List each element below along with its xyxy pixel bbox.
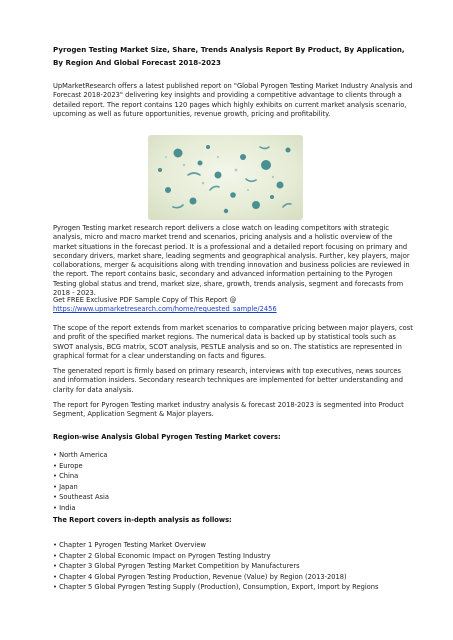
list-item: • Chapter 3 Global Pyrogen Testing Market Competition by Manufacturers [53,561,413,572]
regions-list [53,450,413,514]
scope-paragraph: The scope of the report extends from market scenarios to comparative pricing between major players, cost and profit of the specified market regions. The numerical data is backed up by statistical tools such as SWOT analysis, BCG matrix, SCOT analysis, PESTLE analysis and so on. The statistics are represented in graphical format for a clear understanding on facts and figures. [53,324,413,360]
sample-link[interactable]: https://www.upmarketresearch.com/home/requested_sample/2456 [53,305,277,314]
generated-paragraph: The generated report is firmly based on primary research, interviews with top executives, news sources and information insiders. Secondary research techniques are implemented for better understanding and clarity for data analysis. [53,367,404,394]
list-item: • North America [53,450,413,461]
list-item: • Chapter 5 Global Pyrogen Testing Supply (Production), Consumption, Export, Import by Regions [53,582,413,593]
research-paragraph: Pyrogen Testing market research report delivers a close watch on leading competitors with strategic analysis, micro and macro market trend and scenarios, pricing analysis and a holistic overview of the market situations in the forecast period. It is a professional and a detailed report focusing on primary and secondary drivers, market share, leading segments and geographical analysis. Further, key players, major collaborations, merger & acquisitions along with trending innovation and business policies are reviewed in the report. The report contains basic, secondary and advanced information pertaining to the Pyrogen Testing global status and trend, market size, share, growth, trends analysis, segment and forecasts from 2018 - 2023. [53,224,410,298]
segmented-paragraph: The report for Pyrogen Testing market industry analysis & forecast 2018-2023 is segmented into Product Segment, Application Segment & Major players. [53,401,404,419]
chapters-heading: The Report covers in-depth analysis as follows: [53,516,232,524]
list-item: • Chapter 1 Pyrogen Testing Market Overview [53,540,413,551]
sample-label: Get FREE Exclusive PDF Sample Copy of This Report @ [53,296,237,304]
document-title: Pyrogen Testing Market Size, Share, Trends Analysis Report By Product, By Application, By Region And Global Forecast 2018-2023 [53,45,405,67]
list-item: • Europe [53,461,413,472]
regions-heading: Region-wise Analysis Global Pyrogen Testing Market covers: [53,433,281,441]
intro-paragraph: UpMarketResearch offers a latest published report on "Global Pyrogen Testing Market Industry Analysis and Forecast 2018-2023" delivering key insights and providing a competitive advantage to clients through a detailed report. The report contains 120 pages which highly exhibits on current market analysis scenario, upcoming as well as future opportunities, revenue growth, pricing and profitability. [53,82,413,118]
list-item: • Southeast Asia [53,492,413,503]
list-item: • Japan [53,482,413,493]
list-item: • Chapter 4 Global Pyrogen Testing Production, Revenue (Value) by Region (2013-2018) [53,572,413,583]
chapters-list [53,540,413,593]
list-item: • China [53,471,413,482]
list-item: • Chapter 2 Global Economic Impact on Pyrogen Testing Industry [53,551,413,562]
list-item: • India [53,503,413,514]
sample-paragraph [53,296,413,315]
bacteria-micrograph-image [148,135,303,220]
